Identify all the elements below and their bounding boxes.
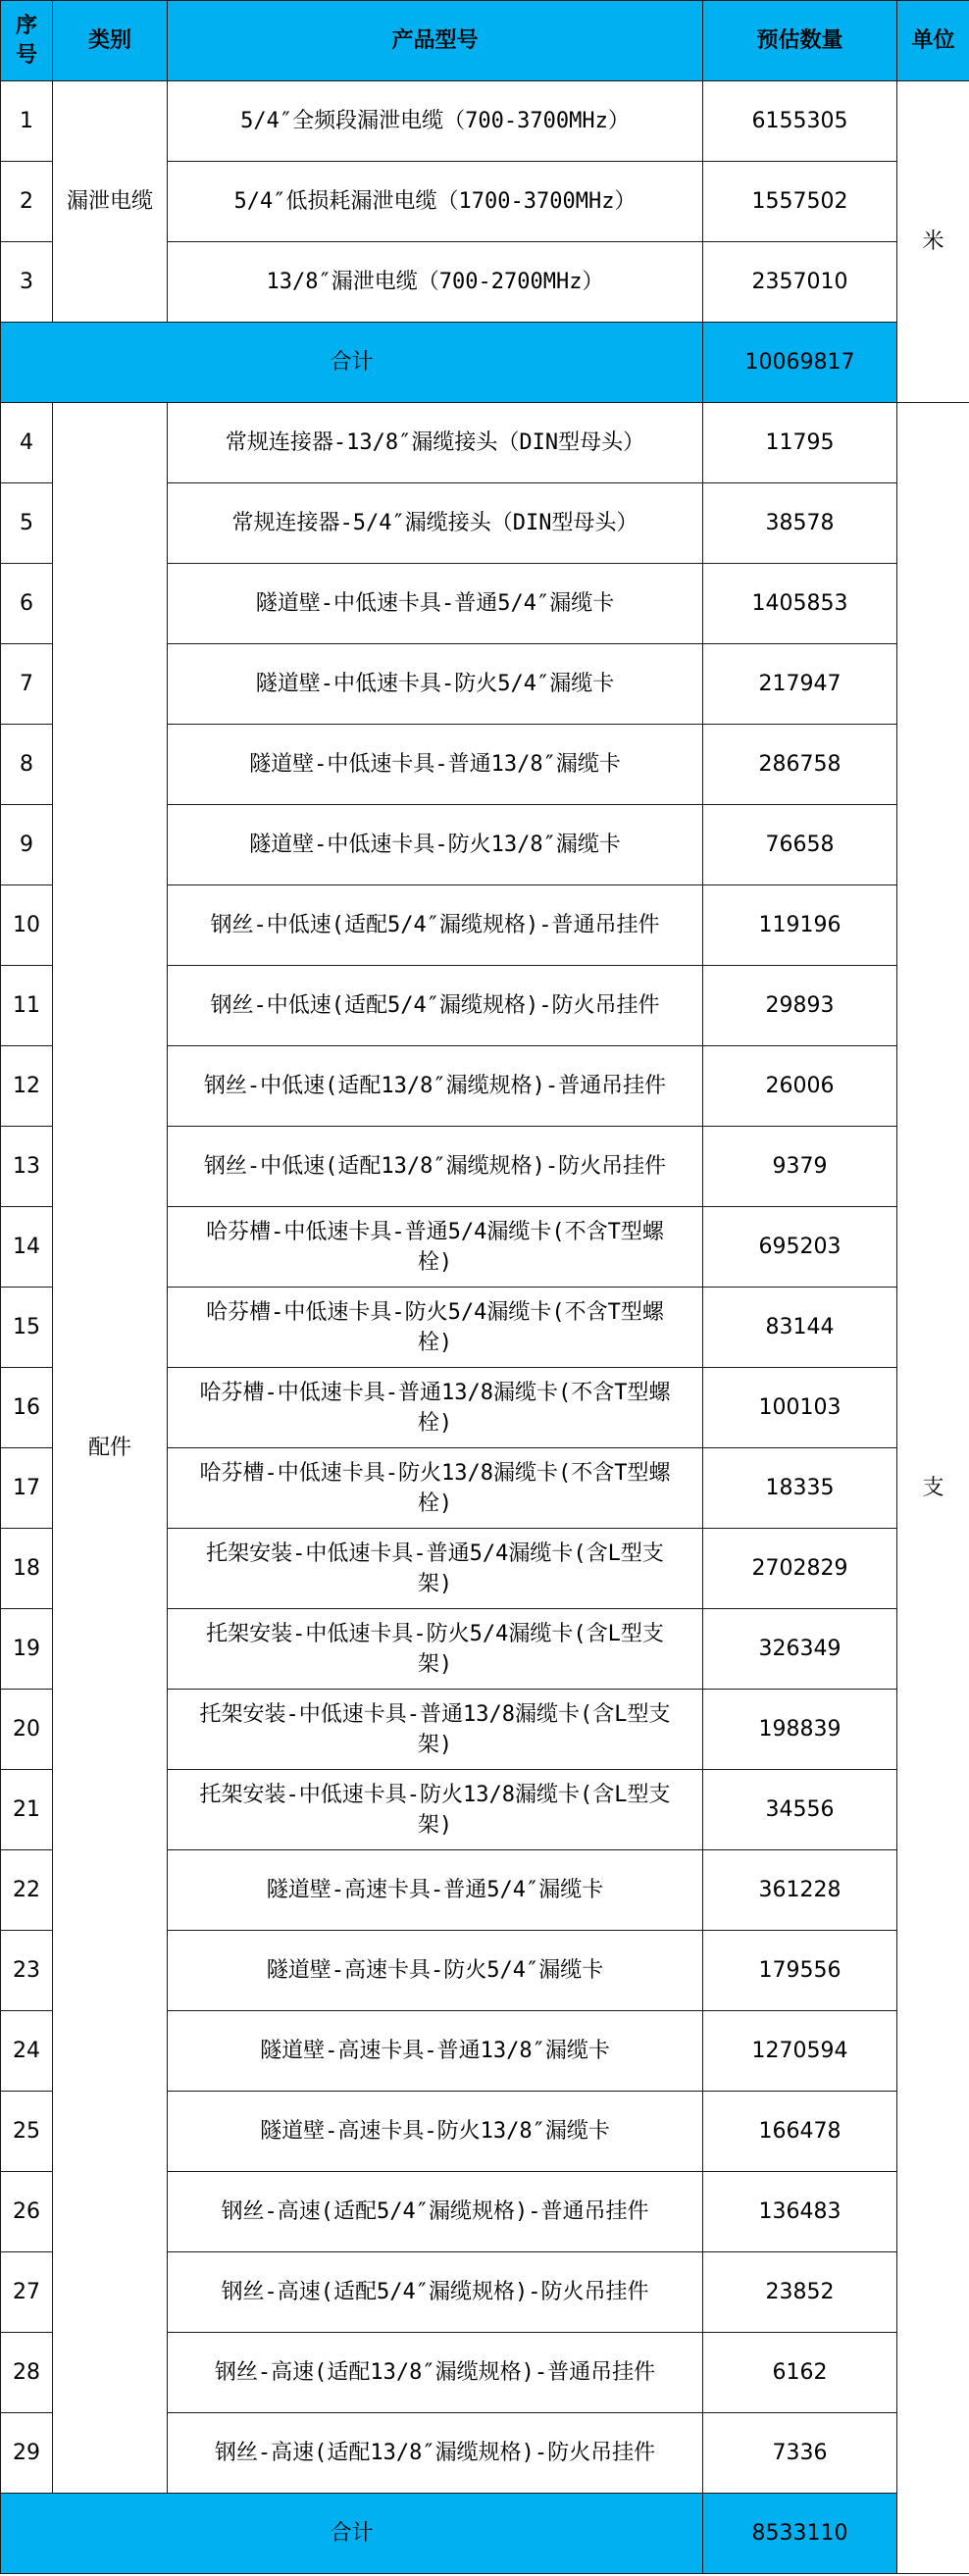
- product-model-cell: 钢丝-高速(适配5/4″漏缆规格)-防火吊挂件: [168, 2252, 703, 2333]
- header-unit: 单位: [897, 1, 969, 81]
- quantity-cell: 6162: [703, 2333, 897, 2413]
- product-model-cell: 托架安装-中低速卡具-防火5/4漏缆卡(含L型支架): [168, 1609, 703, 1690]
- product-model-cell: 哈芬槽-中低速卡具-防火13/8漏缆卡(不含T型螺栓): [168, 1448, 703, 1529]
- quantity-cell: 11795: [703, 403, 897, 483]
- row-number: 21: [1, 1770, 53, 1850]
- product-model-cell: 钢丝-中低速(适配13/8″漏缆规格)-防火吊挂件: [168, 1127, 703, 1207]
- total-label: 合计: [1, 323, 703, 403]
- product-model-cell: 哈芬槽-中低速卡具-普通13/8漏缆卡(不含T型螺栓): [168, 1368, 703, 1448]
- unit-cell: 米: [897, 81, 969, 403]
- row-number: 24: [1, 2011, 53, 2092]
- row-number: 2: [1, 162, 53, 242]
- quantity-cell: 1557502: [703, 162, 897, 242]
- product-model-cell: 钢丝-高速(适配13/8″漏缆规格)-普通吊挂件: [168, 2333, 703, 2413]
- product-model-cell: 隧道壁-高速卡具-防火13/8″漏缆卡: [168, 2092, 703, 2172]
- product-model-cell: 隧道壁-中低速卡具-防火5/4″漏缆卡: [168, 644, 703, 725]
- row-number: 27: [1, 2252, 53, 2333]
- quantity-cell: 7336: [703, 2413, 897, 2494]
- header-category: 类别: [53, 1, 168, 81]
- product-model-cell: 哈芬槽-中低速卡具-防火5/4漏缆卡(不含T型螺栓): [168, 1288, 703, 1368]
- row-number: 1: [1, 81, 53, 162]
- quantity-cell: 29893: [703, 966, 897, 1046]
- row-number: 6: [1, 564, 53, 644]
- row-number: 20: [1, 1690, 53, 1770]
- product-model-cell: 托架安装-中低速卡具-防火13/8漏缆卡(含L型支架): [168, 1770, 703, 1850]
- row-number: 17: [1, 1448, 53, 1529]
- row-number: 11: [1, 966, 53, 1046]
- quantity-cell: 119196: [703, 885, 897, 966]
- row-number: 13: [1, 1127, 53, 1207]
- total-value: 8533110: [703, 2494, 897, 2574]
- row-number: 8: [1, 725, 53, 805]
- quantity-cell: 198839: [703, 1690, 897, 1770]
- header-no: 序号: [1, 1, 53, 81]
- row-number: 19: [1, 1609, 53, 1690]
- quantity-cell: 100103: [703, 1368, 897, 1448]
- product-model-cell: 隧道壁-中低速卡具-普通5/4″漏缆卡: [168, 564, 703, 644]
- total-label: 合计: [1, 2494, 703, 2574]
- product-model-cell: 托架安装-中低速卡具-普通13/8漏缆卡(含L型支架): [168, 1690, 703, 1770]
- product-model-cell: 隧道壁-高速卡具-普通5/4″漏缆卡: [168, 1850, 703, 1931]
- total-value: 10069817: [703, 323, 897, 403]
- row-number: 5: [1, 483, 53, 564]
- row-number: 16: [1, 1368, 53, 1448]
- table-row: [1, 81, 969, 162]
- category-cell: 配件: [53, 403, 168, 2494]
- quantity-cell: 76658: [703, 805, 897, 885]
- total-row: [1, 323, 969, 403]
- quantity-cell: 1270594: [703, 2011, 897, 2092]
- row-number: 7: [1, 644, 53, 725]
- quantity-cell: 286758: [703, 725, 897, 805]
- quantity-cell: 38578: [703, 483, 897, 564]
- product-model-cell: 钢丝-高速(适配13/8″漏缆规格)-防火吊挂件: [168, 2413, 703, 2494]
- quantity-cell: 361228: [703, 1850, 897, 1931]
- row-number: 25: [1, 2092, 53, 2172]
- product-model-cell: 常规连接器-13/8″漏缆接头（DIN型母头）: [168, 403, 703, 483]
- product-model-cell: 5/4″全频段漏泄电缆（700-3700MHz）: [168, 81, 703, 162]
- quantity-cell: 179556: [703, 1931, 897, 2011]
- quantity-cell: 217947: [703, 644, 897, 725]
- product-model-cell: 托架安装-中低速卡具-普通5/4漏缆卡(含L型支架): [168, 1529, 703, 1609]
- row-number: 12: [1, 1046, 53, 1127]
- row-number: 26: [1, 2172, 53, 2252]
- table-body: [1, 81, 969, 2574]
- product-model-cell: 5/4″低损耗漏泄电缆（1700-3700MHz）: [168, 162, 703, 242]
- header-row: [1, 1, 969, 81]
- quantity-cell: 695203: [703, 1207, 897, 1288]
- product-model-cell: 常规连接器-5/4″漏缆接头（DIN型母头）: [168, 483, 703, 564]
- quantity-cell: 34556: [703, 1770, 897, 1850]
- product-model-cell: 隧道壁-高速卡具-普通13/8″漏缆卡: [168, 2011, 703, 2092]
- row-number: 10: [1, 885, 53, 966]
- unit-cell: 支: [897, 403, 969, 2574]
- quantity-cell: 26006: [703, 1046, 897, 1127]
- header-quantity: 预估数量: [703, 1, 897, 81]
- quantity-cell: 18335: [703, 1448, 897, 1529]
- quantity-cell: 136483: [703, 2172, 897, 2252]
- row-number: 9: [1, 805, 53, 885]
- product-model-cell: 钢丝-中低速(适配5/4″漏缆规格)-防火吊挂件: [168, 966, 703, 1046]
- total-row: [1, 2494, 969, 2574]
- row-number: 22: [1, 1850, 53, 1931]
- product-model-cell: 钢丝-高速(适配5/4″漏缆规格)-普通吊挂件: [168, 2172, 703, 2252]
- quantity-cell: 1405853: [703, 564, 897, 644]
- quantity-cell: 2357010: [703, 242, 897, 323]
- quantity-cell: 166478: [703, 2092, 897, 2172]
- product-model-cell: 钢丝-中低速(适配5/4″漏缆规格)-普通吊挂件: [168, 885, 703, 966]
- quantity-cell: 9379: [703, 1127, 897, 1207]
- quantity-cell: 326349: [703, 1609, 897, 1690]
- row-number: 28: [1, 2333, 53, 2413]
- row-number: 14: [1, 1207, 53, 1288]
- product-model-cell: 13/8″漏泄电缆（700-2700MHz）: [168, 242, 703, 323]
- table-header: [1, 1, 969, 81]
- row-number: 23: [1, 1931, 53, 2011]
- table-row: [1, 403, 969, 483]
- row-number: 29: [1, 2413, 53, 2494]
- row-number: 4: [1, 403, 53, 483]
- product-model-cell: 隧道壁-中低速卡具-普通13/8″漏缆卡: [168, 725, 703, 805]
- product-model-cell: 哈芬槽-中低速卡具-普通5/4漏缆卡(不含T型螺栓): [168, 1207, 703, 1288]
- row-number: 15: [1, 1288, 53, 1368]
- row-number: 18: [1, 1529, 53, 1609]
- row-number: 3: [1, 242, 53, 323]
- quantity-cell: 23852: [703, 2252, 897, 2333]
- category-cell: 漏泄电缆: [53, 81, 168, 323]
- quantity-cell: 2702829: [703, 1529, 897, 1609]
- header-product: 产品型号: [168, 1, 703, 81]
- product-model-cell: 隧道壁-高速卡具-防火5/4″漏缆卡: [168, 1931, 703, 2011]
- quantity-cell: 6155305: [703, 81, 897, 162]
- product-model-cell: 隧道壁-中低速卡具-防火13/8″漏缆卡: [168, 805, 703, 885]
- product-model-cell: 钢丝-中低速(适配13/8″漏缆规格)-普通吊挂件: [168, 1046, 703, 1127]
- quantity-cell: 83144: [703, 1288, 897, 1368]
